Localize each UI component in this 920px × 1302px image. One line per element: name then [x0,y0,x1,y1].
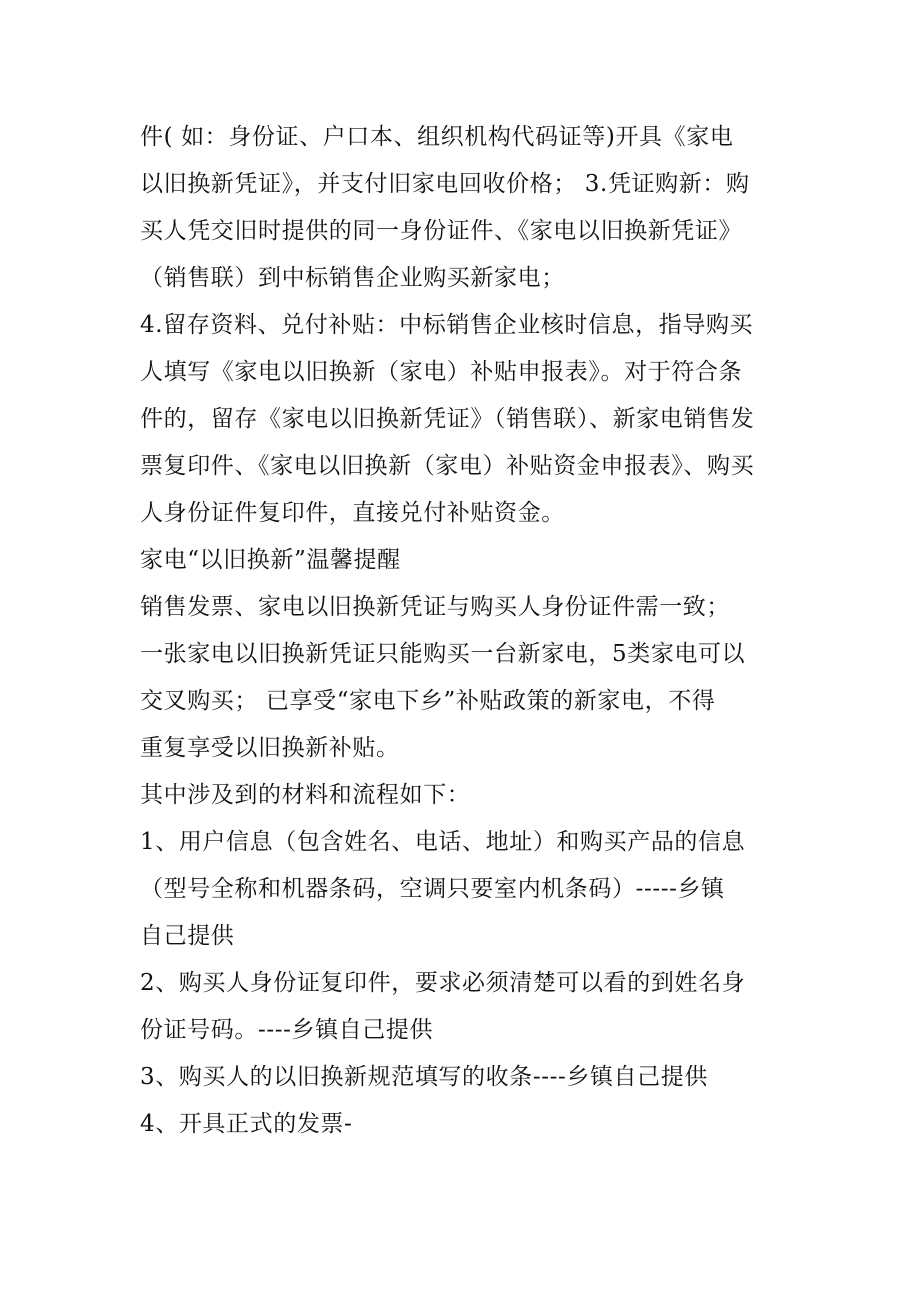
document-body [140,114,790,1148]
text-line: 人填写《家电以旧换新（家电）补贴申报表》。对于符合条 [140,359,743,385]
text-line: 件( 如：身份证、户口本、组织机构代码证等)开具《家电 [140,124,734,150]
list-item-user-info [140,819,790,960]
text-line: 其中涉及到的材料和流程如下： [140,782,471,808]
text-line: 2、购买人身份证复印件，要求必须清楚可以看的到姓名身 [140,970,746,996]
text-line: 4.留存资料、兑付补贴：中标销售企业核时信息，指导购买 [140,312,754,338]
list-item-id-copy [140,960,790,1054]
text-line: 自己提供 [140,923,235,949]
paragraph-reminder-consistency [140,584,790,631]
text-line: 1、用户信息（包含姓名、电话、地址）和购买产品的信息 [140,829,746,855]
text-line: （型号全称和机器条码，空调只要室内机条码）-----乡镇 [140,876,725,902]
text-line: 一张家电以旧换新凭证只能购买一台新家电，5类家电可以 [140,641,746,667]
paragraph-subsidy-payment [140,302,790,537]
text-line: 份证号码。----乡镇自己提供 [140,1017,434,1043]
text-line: 家电“以旧换新”温馨提醒 [140,547,401,573]
paragraph-reminder-limits [140,631,790,772]
text-line: 以旧换新凭证》，并支付旧家电回收价格； 3.凭证购新：购 [140,171,750,197]
text-line: 3、购买人的以旧换新规范填写的收条----乡镇自己提供 [140,1064,708,1090]
text-line: 交叉购买； 已享受“家电下乡”补贴政策的新家电，不得 [140,688,716,714]
paragraph-certificate-purchase [140,114,790,302]
text-line: 销售发票、家电以旧换新凭证与购买人身份证件需一致； [140,594,730,620]
paragraph-materials-intro [140,772,790,819]
list-item-invoice [140,1101,790,1148]
text-line: 人身份证件复印件，直接兑付补贴资金。 [140,500,565,526]
list-item-receipt [140,1054,790,1101]
text-line: 票复印件、《家电以旧换新（家电）补贴资金申报表》、购买 [140,453,755,479]
section-heading-reminder [140,537,790,584]
text-line: 重复享受以旧换新补贴。 [140,735,400,761]
text-line: 4、开具正式的发票- [140,1111,353,1137]
text-line: 买人凭交旧时提供的同一身份证件、《家电以旧换新凭证》 [140,218,743,244]
text-line: 件的，留存《家电以旧换新凭证》（销售联）、新家电销售发 [140,406,755,432]
text-line: （销售联）到中标销售企业购买新家电； [140,265,565,291]
